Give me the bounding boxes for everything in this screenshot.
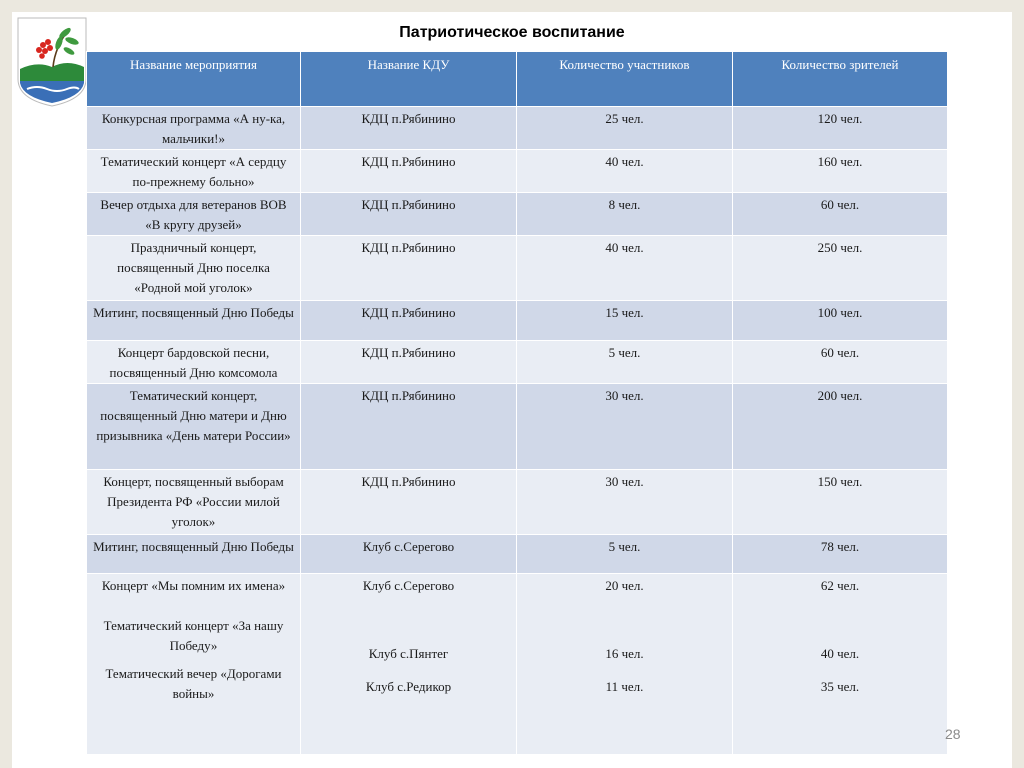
spectators-cell: 250 чел. xyxy=(733,236,948,301)
spectators-line: 40 чел. xyxy=(820,646,860,661)
participants-cell: 5 чел. xyxy=(517,341,733,384)
venue-line: Клуб с.Серегово xyxy=(362,578,455,593)
participants-cell: 30 чел. xyxy=(517,470,733,535)
table-row xyxy=(87,384,948,470)
venue-line: Клуб с.Редикор xyxy=(365,679,452,694)
table-row xyxy=(87,341,948,384)
venue-cell: КДЦ п.Рябинино xyxy=(301,193,517,236)
event-line: Тематический вечер «Дорогами войны» xyxy=(105,666,282,701)
spectators-line: 62 чел. xyxy=(820,578,860,593)
event-cell: Тематический концерт, посвященный Дню матери и Дню призывника «День матери России» xyxy=(87,384,301,470)
event-line: Тематический концерт «За нашу Победу» xyxy=(103,618,284,653)
participants-cell: 30 чел. xyxy=(517,384,733,470)
page-title: Патриотическое воспитание xyxy=(399,24,625,41)
table-row xyxy=(87,301,948,341)
table-header-row xyxy=(87,52,948,107)
spectators-cell: 60 чел. xyxy=(733,341,948,384)
participants-cell: 5 чел. xyxy=(517,535,733,574)
column-header-event: Название мероприятия xyxy=(87,52,301,107)
event-cell: Вечер отдыха для ветеранов ВОВ «В кругу друзей» xyxy=(87,193,301,236)
venue-cell: КДЦ п.Рябинино xyxy=(301,236,517,301)
table-row xyxy=(87,236,948,301)
participants-cell: 40 чел. xyxy=(517,236,733,301)
spectators-line: 35 чел. xyxy=(820,679,860,694)
spectators-cell xyxy=(733,574,948,755)
spectators-cell: 160 чел. xyxy=(733,150,948,193)
participants-line: 16 чел. xyxy=(605,646,644,661)
spectators-cell: 120 чел. xyxy=(733,107,948,150)
event-cell: Митинг, посвященный Дню Победы xyxy=(87,301,301,341)
participants-cell: 15 чел. xyxy=(517,301,733,341)
venue-cell: КДЦ п.Рябинино xyxy=(301,470,517,535)
column-header-venue: Название КДУ xyxy=(301,52,517,107)
event-line: Концерт «Мы помним их имена» xyxy=(101,578,286,593)
spectators-cell: 78 чел. xyxy=(733,535,948,574)
venue-cell: КДЦ п.Рябинино xyxy=(301,150,517,193)
participants-cell: 8 чел. xyxy=(517,193,733,236)
spectators-cell: 100 чел. xyxy=(733,301,948,341)
table-row xyxy=(87,574,948,755)
participants-line: 11 чел. xyxy=(605,679,644,694)
venue-line: Клуб с.Пянтег xyxy=(368,646,449,661)
table-row xyxy=(87,470,948,535)
table-row xyxy=(87,107,948,150)
spectators-cell: 200 чел. xyxy=(733,384,948,470)
table-row xyxy=(87,535,948,574)
spectators-cell: 150 чел. xyxy=(733,470,948,535)
column-header-participants: Количество участников xyxy=(517,52,733,107)
venue-cell: КДЦ п.Рябинино xyxy=(301,341,517,384)
table-row xyxy=(87,193,948,236)
event-cell: Тематический концерт «А сердцу по-прежнему больно» xyxy=(87,150,301,193)
page-number: 28 xyxy=(945,726,961,742)
venue-cell: КДЦ п.Рябинино xyxy=(301,384,517,470)
column-header-spectators: Количество зрителей xyxy=(733,52,948,107)
participants-cell xyxy=(517,574,733,755)
event-cell: Митинг, посвященный Дню Победы xyxy=(87,535,301,574)
events-table xyxy=(86,51,948,755)
participants-cell: 25 чел. xyxy=(517,107,733,150)
venue-cell: КДЦ п.Рябинино xyxy=(301,107,517,150)
venue-cell: КДЦ п.Рябинино xyxy=(301,301,517,341)
event-cell: Концерт бардовской песни, посвященный Дню комсомола xyxy=(87,341,301,384)
event-cell: Конкурсная программа «А ну-ка, мальчики!» xyxy=(87,107,301,150)
venue-cell xyxy=(301,574,517,755)
event-cell: Концерт, посвященный выборам Президента РФ «России милой уголок» xyxy=(87,470,301,535)
participants-line: 20 чел. xyxy=(605,578,644,593)
event-cell: Праздничный концерт, посвященный Дню поселка «Родной мой уголок» xyxy=(87,236,301,301)
spectators-cell: 60 чел. xyxy=(733,193,948,236)
participants-cell: 40 чел. xyxy=(517,150,733,193)
venue-cell: Клуб с.Серегово xyxy=(301,535,517,574)
table-row xyxy=(87,150,948,193)
event-cell xyxy=(87,574,301,755)
